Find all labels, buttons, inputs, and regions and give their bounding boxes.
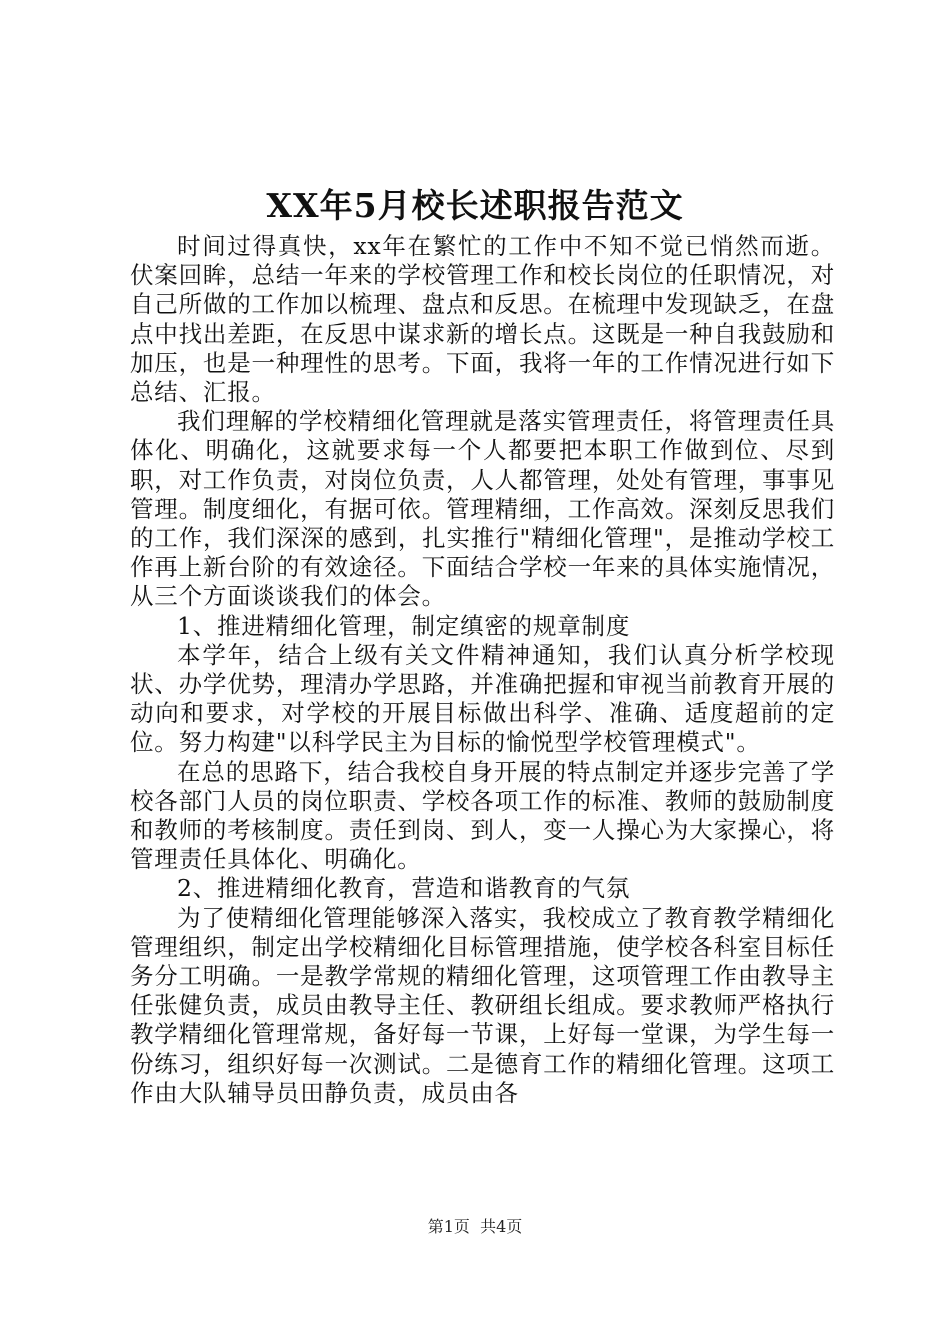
page-total: 共4页 — [480, 1217, 523, 1236]
paragraph-overall-approach: 在总的思路下，结合我校自身开展的特点制定并逐步完善了学校各部门人员的岗位职责、学校各项工作的标准、教师的鼓励制度和教师的考核制度。责任到岗、到人，变一人操心为大家操心，将管理责任具体化、明确化。 — [130, 757, 835, 874]
page-footer — [0, 1216, 950, 1238]
document-body — [130, 232, 835, 1108]
paragraph-implementation: 为了使精细化管理能够深入落实，我校成立了教育教学精细化管理组织，制定出学校精细化目标管理措施，使学校各科室目标任务分工明确。一是教学常规的精细化管理，这项管理工作由教导主任张健负责，成员由教导主任、教研组长组成。要求教师严格执行教学精细化管理常规，备好每一节课，上好每一堂课，为学生每一份练习，组织好每一次测试。二是德育工作的精细化管理。这项工作由大队辅导员田静负责，成员由各 — [130, 903, 835, 1107]
paragraph-school-year: 本学年，结合上级有关文件精神通知，我们认真分析学校现状、办学优势，理清办学思路，并准确把握和审视当前教育开展的动向和要求，对学校的开展目标做出科学、准确、适度超前的定位。努力构建"以科学民主为目标的愉悦型学校管理模式"。 — [130, 640, 835, 757]
section-heading-1: 1、推进精细化管理，制定缜密的规章制度 — [177, 611, 631, 640]
page-number: 第1页 — [427, 1217, 470, 1236]
section-heading-2: 2、推进精细化教育，营造和谐教育的气氛 — [177, 874, 631, 903]
paragraph-intro: 时间过得真快，xx年在繁忙的工作中不知不觉已悄然而逝。伏案回眸，总结一年来的学校管理工作和校长岗位的任职情况，对自己所做的工作加以梳理、盘点和反思。在梳理中发现缺乏，在盘点中找出差距，在反思中谋求新的增长点。这既是一种自我鼓励和加压，也是一种理性的思考。下面，我将一年的工作情况进行如下总结、汇报。 — [130, 232, 835, 407]
paragraph-understanding: 我们理解的学校精细化管理就是落实管理责任，将管理责任具体化、明确化，这就要求每一个人都要把本职工作做到位、尽到职，对工作负责，对岗位负责，人人都管理，处处有管理，事事见管理。制度细化，有据可依。管理精细，工作高效。深刻反思我们的工作，我们深深的感到，扎实推行"精细化管理"，是推动学校工作再上新台阶的有效途径。下面结合学校一年来的具体实施情况，从三个方面谈谈我们的体会。 — [130, 407, 835, 611]
document-title: XX年5月校长述职报告范文 — [266, 186, 684, 225]
